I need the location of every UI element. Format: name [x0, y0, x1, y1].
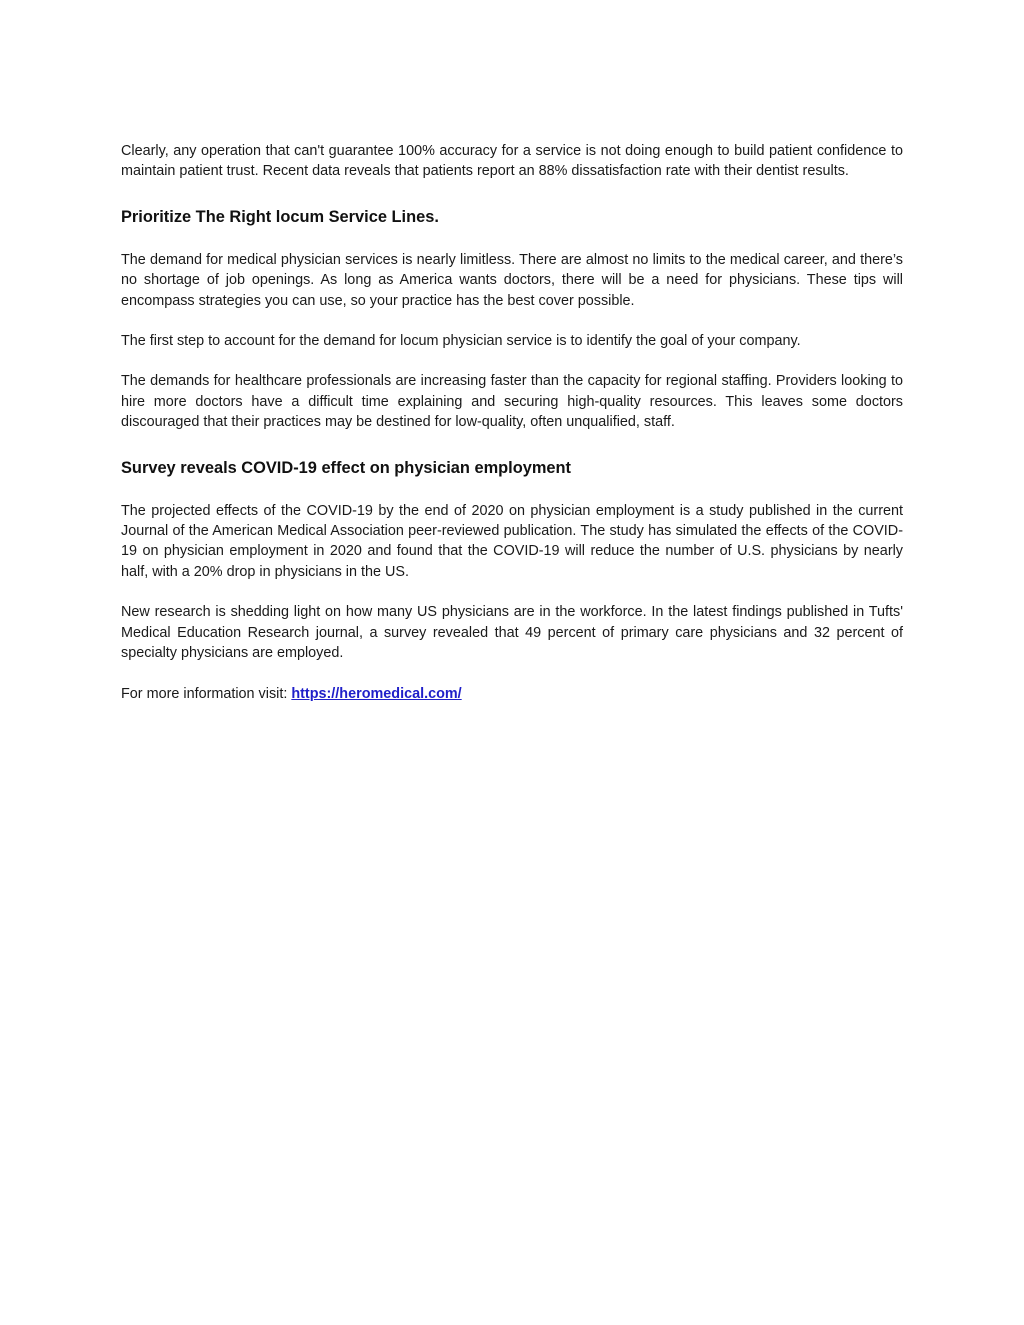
more-info-line [121, 684, 903, 704]
demands-paragraph: The demands for healthcare professionals are increasing faster than the capacity for regional staffing. Providers looking to hire more doctors have a difficult time explaining and securing high-quality resources. This leaves some doctors discouraged that their practices may be destined for low-quality, often unqualified, staff. [121, 373, 903, 431]
intro-paragraph: Clearly, any operation that can't guarantee 100% accuracy for a service is not doing enough to build patient confidence to maintain patient trust. Recent data reveals that patients report an 88% dissatisfaction rate with their dentist results. [121, 143, 903, 180]
projected-effects-paragraph: The projected effects of the COVID-19 by the end of 2020 on physician employment is a study published in the current Journal of the American Medical Association peer-reviewed publication. The study has simulated the effects of the COVID-19 on physician employment in 2020 and found that the COVID-19 will reduce the number of U.S. physicians by nearly half, with a 20% drop in physicians in the US. [121, 502, 903, 580]
demand-paragraph: The demand for medical physician services is nearly limitless. There are almost no limits to the medical career, and there’s no shortage of job openings. As long as America wants doctors, there will be a need for physicians. These tips will encompass strategies you can use, so your practice has the best cover possible. [121, 251, 903, 309]
heromedical-link[interactable]: https://heromedical.com/ [291, 685, 462, 702]
heading-survey: Survey reveals COVID-19 effect on physician employment [121, 458, 571, 477]
first-step-paragraph: The first step to account for the demand for locum physician service is to identify the goal of your company. [121, 333, 801, 350]
more-info-label: For more information visit: [121, 685, 292, 702]
document-page [121, 141, 903, 704]
new-research-paragraph: New research is shedding light on how many US physicians are in the workforce. In the latest findings published in Tufts' Medical Education Research journal, a survey revealed that 49 percent of primary care physicians and 32 percent of specialty physicians are employed. [121, 604, 903, 662]
heading-prioritize: Prioritize The Right locum Service Lines. [121, 207, 439, 226]
